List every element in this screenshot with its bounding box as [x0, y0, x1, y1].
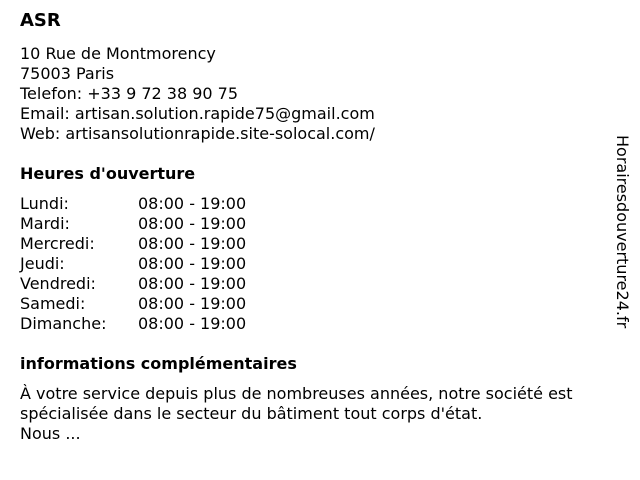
- hours-time: 08:00 - 19:00: [138, 314, 247, 333]
- site-watermark: Horairesdouverture24.fr: [613, 135, 632, 329]
- info-text-line-3: Nous ...: [20, 424, 81, 443]
- hours-heading: Heures d'ouverture: [20, 164, 196, 183]
- info-text: [20, 384, 620, 444]
- hours-day: Mercredi:: [20, 234, 95, 253]
- hours-row-lundi: [20, 194, 610, 214]
- hours-row-mercredi: [20, 234, 610, 254]
- web-line: Web: artisansolutionrapide.site-solocal.com/: [20, 124, 375, 143]
- info-text-line-2: spécialisée dans le secteur du bâtiment tout corps d'état.: [20, 404, 483, 423]
- hours-time: 08:00 - 19:00: [138, 214, 247, 233]
- hours-time: 08:00 - 19:00: [138, 194, 247, 213]
- hours-row-mardi: [20, 214, 610, 234]
- contact-block: [20, 44, 610, 144]
- business-name: ASR: [20, 10, 61, 31]
- hours-time: 08:00 - 19:00: [138, 294, 247, 313]
- info-heading: informations complémentaires: [20, 354, 297, 373]
- hours-day: Lundi:: [20, 194, 69, 213]
- hours-time: 08:00 - 19:00: [138, 234, 247, 253]
- hours-row-vendredi: [20, 274, 610, 294]
- hours-row-dimanche: [20, 314, 610, 334]
- email-line: Email: artisan.solution.rapide75@gmail.com: [20, 104, 375, 123]
- address-line-1: 10 Rue de Montmorency: [20, 44, 216, 63]
- hours-day: Mardi:: [20, 214, 70, 233]
- hours-day: Samedi:: [20, 294, 86, 313]
- hours-row-jeudi: [20, 254, 610, 274]
- business-card: [20, 8, 610, 444]
- phone-line: Telefon: +33 9 72 38 90 75: [20, 84, 239, 103]
- address-line-2: 75003 Paris: [20, 64, 115, 83]
- hours-day: Jeudi:: [20, 254, 65, 273]
- info-text-line-1: À votre service depuis plus de nombreuses années, notre société est: [20, 384, 573, 403]
- hours-day: Dimanche:: [20, 314, 107, 333]
- hours-time: 08:00 - 19:00: [138, 274, 247, 293]
- hours-table: [20, 194, 610, 334]
- hours-row-samedi: [20, 294, 610, 314]
- hours-day: Vendredi:: [20, 274, 96, 293]
- hours-time: 08:00 - 19:00: [138, 254, 247, 273]
